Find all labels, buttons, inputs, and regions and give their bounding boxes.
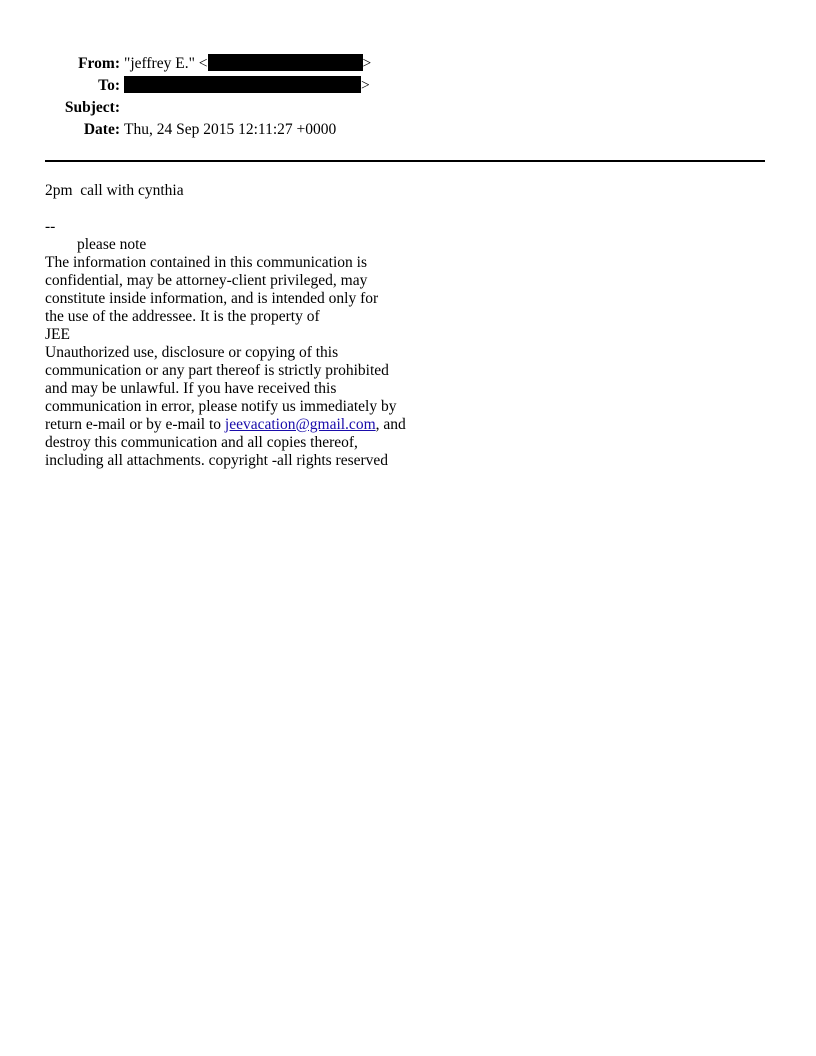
to-email-redaction	[124, 76, 361, 93]
signature-note: please note	[77, 236, 147, 253]
to-value	[124, 75, 370, 97]
return-suffix: , and	[375, 416, 406, 433]
email-body	[45, 182, 525, 470]
to-close: >	[361, 77, 370, 94]
message-text: 2pm call with cynthia	[45, 182, 184, 199]
disclaimer-line: Unauthorized use, disclosure or copying of this	[45, 344, 339, 361]
from-name: "jeffrey E." <	[124, 55, 208, 72]
to-row	[0, 75, 816, 97]
subject-label: Subject:	[64, 99, 120, 116]
disclaimer-line: The information contained in this communication is	[45, 254, 367, 271]
disclaimer-line: the use of the addressee. It is the property of	[45, 308, 320, 325]
disclaimer-line: confidential, may be attorney-client privileged, may	[45, 272, 368, 289]
disclaimer-return-line	[45, 416, 525, 434]
from-close: >	[362, 55, 372, 72]
from-value	[124, 53, 371, 75]
disclaimer-line: communication in error, please notify us immediately by	[45, 398, 397, 415]
email-link[interactable]: jeevacation@gmail.com	[224, 416, 376, 433]
subject-row	[0, 97, 816, 119]
to-label: To:	[98, 77, 120, 94]
disclaimer-line: including all attachments. copyright -all rights reserved	[45, 452, 389, 469]
disclaimer-line: destroy this communication and all copies thereof,	[45, 434, 358, 451]
from-row	[0, 53, 816, 75]
date-row	[0, 119, 816, 141]
header-divider	[45, 160, 765, 162]
return-prefix: return e-mail or by e-mail to	[45, 416, 225, 433]
disclaimer-line: constitute inside information, and is intended only for	[45, 290, 379, 307]
disclaimer-line: and may be unlawful. If you have received this	[45, 380, 337, 397]
disclaimer-line: communication or any part thereof is strictly prohibited	[45, 362, 389, 379]
from-label: From:	[78, 55, 120, 72]
spacer	[45, 200, 525, 218]
email-header	[0, 53, 816, 141]
signature-dash: --	[45, 218, 56, 235]
disclaimer-line: JEE	[45, 326, 70, 343]
from-email-redaction	[208, 54, 363, 71]
date-value: Thu, 24 Sep 2015 12:11:27 +0000	[124, 121, 337, 138]
date-label: Date:	[83, 121, 120, 138]
